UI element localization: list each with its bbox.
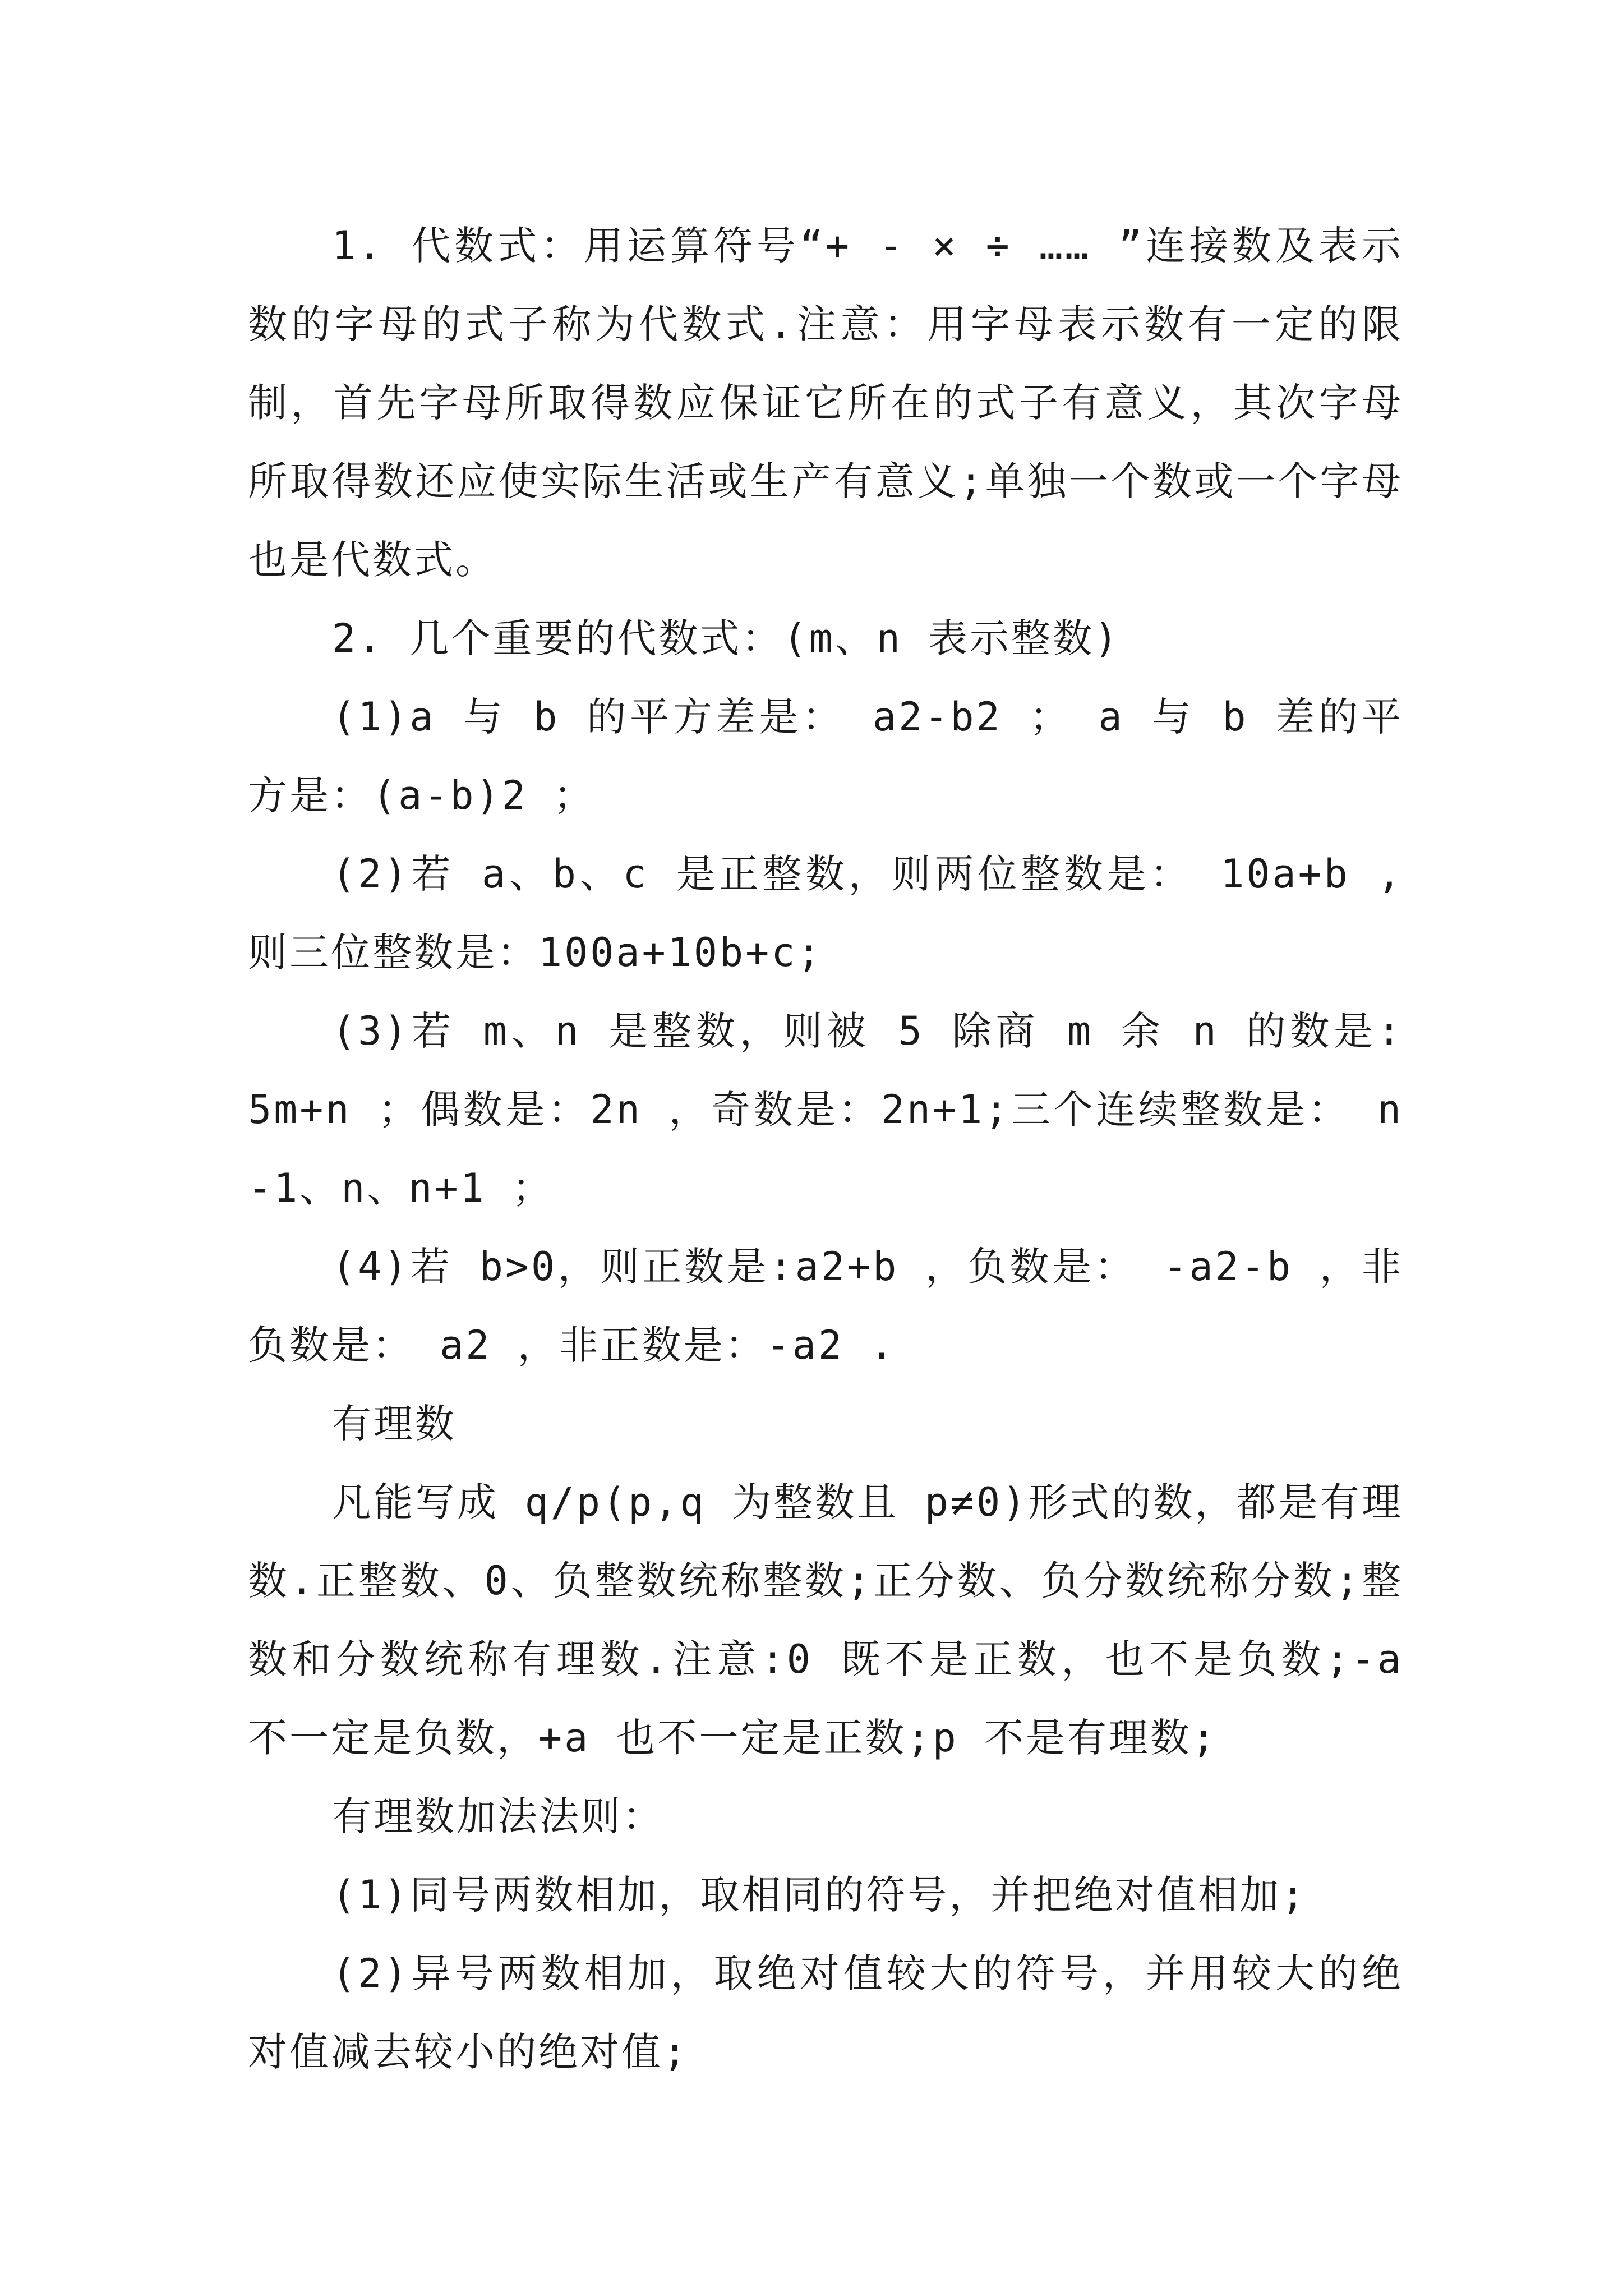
paragraph-item-1-squares: (1)a 与 b 的平方差是： a2-b2 ； a 与 b 差的平方是：(a-b)2 ； xyxy=(248,694,1403,818)
section-heading-addition-rules: 有理数加法法则： xyxy=(332,1793,664,1839)
paragraph-important-expressions-heading: 2. 几个重要的代数式：(m、n 表示整数) xyxy=(332,615,1121,661)
paragraph-item-3-integers: (3)若 m、n 是整数，则被 5 除商 m 余 n 的数是: 5m+n ；偶数是：2n ，奇数是：2n+1;三个连续整数是： n-1、n、n+1 ； xyxy=(248,1008,1403,1211)
paragraph-addition-rule-1: (1)同号两数相加，取相同的符号，并把绝对值相加; xyxy=(332,1872,1307,1918)
section-heading-rational-numbers: 有理数 xyxy=(332,1401,457,1447)
paragraph-addition-rule-2: (2)异号两数相加，取绝对值较大的符号，并用较大的绝对值减去较小的绝对值; xyxy=(248,1950,1403,2075)
paragraph-item-4-signs: (4)若 b>0，则正数是:a2+b ，负数是： -a2-b ，非负数是： a2 ，非正数是：-a2 . xyxy=(248,1244,1403,1368)
paragraph-rational-definition: 凡能写成 q/p(p,q 为整数且 p≠0)形式的数，都是有理数.正整数、0、负整数统称整数;正分数、负分数统称分数;整数和分数统称有理数.注意:0 既不是正数，也不是负数;-a 不一定是负数，+a 也不一定是正数;p 不是有理数; xyxy=(248,1479,1403,1761)
paragraph-item-2-digits: (2)若 a、b、c 是正整数，则两位整数是： 10a+b ,则三位整数是：100a+10b+c; xyxy=(248,851,1403,976)
paragraph-algebraic-expression-definition: 1. 代数式：用运算符号“+ - × ÷ …… ”连接数及表示数的字母的式子称为代数式.注意：用字母表示数有一定的限制，首先字母所取得数应保证它所在的式子有意义，其次字母所取得数还应使实际生活或生产有意义;单独一个数或一个字母也是代数式。 xyxy=(248,223,1403,583)
document-body xyxy=(248,206,1403,2091)
